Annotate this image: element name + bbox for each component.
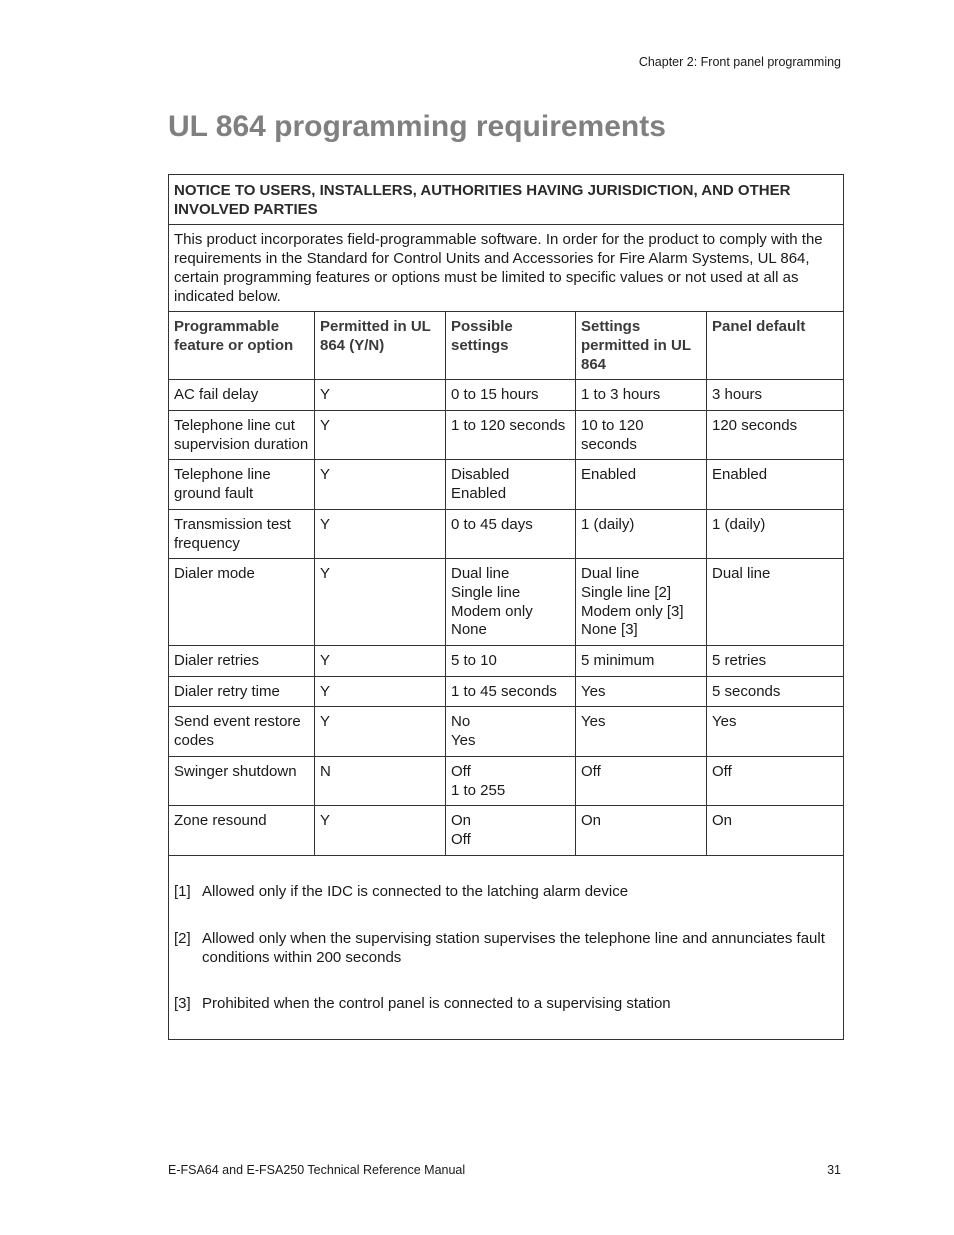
cell-feature: Transmission test frequency <box>169 509 315 558</box>
column-header-possible-settings: Possible settings <box>446 312 576 380</box>
cell-permitted: Y <box>315 411 446 460</box>
cell-permitted: Y <box>315 676 446 707</box>
cell-permitted-settings: 10 to 120 seconds <box>576 411 707 460</box>
cell-feature: Telephone line cut supervision duration <box>169 411 315 460</box>
cell-feature: Dialer retry time <box>169 676 315 707</box>
cell-possible-settings: Disabled Enabled <box>446 460 576 509</box>
notice-body-row <box>169 225 844 312</box>
cell-possible-settings: Off 1 to 255 <box>446 756 576 805</box>
footnote-marker: [1] <box>174 883 191 901</box>
footnote-marker: [2] <box>174 929 191 947</box>
page-title: UL 864 programming requirements <box>168 110 666 143</box>
cell-panel-default: On <box>707 806 844 855</box>
cell-permitted: Y <box>315 460 446 509</box>
cell-panel-default: 5 seconds <box>707 676 844 707</box>
column-header-permitted: Permitted in UL 864 (Y/N) <box>315 312 446 380</box>
table-row <box>169 806 844 855</box>
requirements-table <box>168 174 844 1040</box>
running-header-chapter: Chapter 2: Front panel programming <box>638 55 841 69</box>
footer-manual-title: E-FSA64 and E-FSA250 Technical Reference Manual <box>168 1163 466 1177</box>
cell-permitted: Y <box>315 559 446 646</box>
cell-possible-settings: Dual line Single line Modem only None <box>446 559 576 646</box>
cell-panel-default: Off <box>707 756 844 805</box>
table-row <box>169 707 844 756</box>
cell-panel-default: 120 seconds <box>707 411 844 460</box>
cell-permitted-settings: Dual line Single line [2] Modem only [3] None [3] <box>576 559 707 646</box>
cell-possible-settings: No Yes <box>446 707 576 756</box>
cell-permitted-settings: 5 minimum <box>576 646 707 677</box>
footnotes-cell <box>169 855 844 1040</box>
column-header-panel-default: Panel default <box>707 312 844 380</box>
footnotes-row <box>169 855 844 1040</box>
notice-heading: NOTICE TO USERS, INSTALLERS, AUTHORITIES HAVING JURISDICTION, AND OTHER INVOLVED PARTIES <box>169 175 844 225</box>
table-row <box>169 380 844 411</box>
cell-possible-settings: 1 to 120 seconds <box>446 411 576 460</box>
footnote-marker: [3] <box>174 994 191 1012</box>
cell-permitted: Y <box>315 806 446 855</box>
table-row <box>169 411 844 460</box>
cell-possible-settings: 0 to 45 days <box>446 509 576 558</box>
cell-permitted-settings: Off <box>576 756 707 805</box>
cell-panel-default: Enabled <box>707 460 844 509</box>
table-row <box>169 460 844 509</box>
footer-page-number: 31 <box>827 1163 841 1177</box>
footnote-text: Allowed only if the IDC is connected to the latching alarm device <box>202 883 629 901</box>
footnote-text: Prohibited when the control panel is connected to a supervising station <box>202 994 671 1012</box>
notice-body: This product incorporates field-programmable software. In order for the product to comply with the requirements in the Standard for Control Units and Accessories for Fire Alarm Systems, UL 864, certain programming features or options must be limited to specific values or not used at all as indicated below. <box>169 225 844 312</box>
table-row <box>169 676 844 707</box>
cell-permitted: N <box>315 756 446 805</box>
footnote-text: Allowed only when the supervising station supervises the telephone line and annunciates fault conditions within 200 seconds <box>202 929 825 966</box>
table-row <box>169 559 844 646</box>
cell-permitted-settings: 1 to 3 hours <box>576 380 707 411</box>
column-header-row <box>169 312 844 380</box>
cell-permitted: Y <box>315 380 446 411</box>
cell-panel-default: 3 hours <box>707 380 844 411</box>
table-row <box>169 756 844 805</box>
cell-permitted-settings: Yes <box>576 676 707 707</box>
cell-panel-default: 5 retries <box>707 646 844 677</box>
cell-permitted-settings: On <box>576 806 707 855</box>
cell-panel-default: 1 (daily) <box>707 509 844 558</box>
cell-feature: Dialer retries <box>169 646 315 677</box>
cell-panel-default: Dual line <box>707 559 844 646</box>
cell-permitted: Y <box>315 509 446 558</box>
cell-permitted-settings: Yes <box>576 707 707 756</box>
notice-heading-row <box>169 175 844 225</box>
requirements-table-body <box>169 175 844 1040</box>
cell-possible-settings: 1 to 45 seconds <box>446 676 576 707</box>
footnote-2 <box>174 930 838 967</box>
cell-permitted: Y <box>315 646 446 677</box>
cell-feature: AC fail delay <box>169 380 315 411</box>
cell-permitted: Y <box>315 707 446 756</box>
table-row <box>169 509 844 558</box>
column-header-permitted-settings: Settings permitted in UL 864 <box>576 312 707 380</box>
cell-feature: Zone resound <box>169 806 315 855</box>
cell-possible-settings: On Off <box>446 806 576 855</box>
cell-permitted-settings: Enabled <box>576 460 707 509</box>
cell-possible-settings: 5 to 10 <box>446 646 576 677</box>
cell-feature: Swinger shutdown <box>169 756 315 805</box>
cell-permitted-settings: 1 (daily) <box>576 509 707 558</box>
cell-feature: Send event restore codes <box>169 707 315 756</box>
cell-feature: Telephone line ground fault <box>169 460 315 509</box>
table-row <box>169 646 844 677</box>
column-header-feature: Programmable feature or option <box>169 312 315 380</box>
cell-feature: Dialer mode <box>169 559 315 646</box>
footnote-1 <box>174 883 838 902</box>
cell-possible-settings: 0 to 15 hours <box>446 380 576 411</box>
cell-panel-default: Yes <box>707 707 844 756</box>
footnote-3 <box>174 995 838 1014</box>
